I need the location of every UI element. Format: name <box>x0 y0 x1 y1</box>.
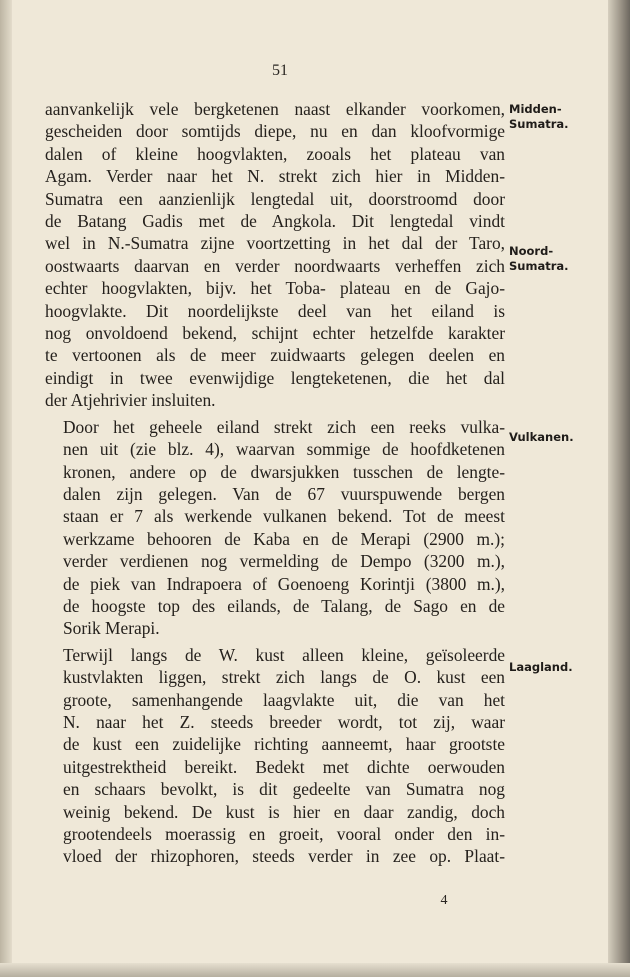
text-line: uitgestrektheid bereikt. Bedekt met dichte oerwouden <box>63 756 505 777</box>
paragraph-3 <box>45 644 505 868</box>
paragraph-1 <box>45 98 505 412</box>
text-line: te vertoonen als de meer zuidwaarts gelegen deelen en <box>45 345 505 366</box>
text-line: de piek van Indrapoera of Goenoeng Korintji (3800 m.), <box>63 573 505 594</box>
margin-note-line: Midden- <box>509 102 562 116</box>
margin-note-line: Vulkanen. <box>509 430 574 444</box>
text-line: echter hoogvlakten, bijv. het Toba- plateau en de Gajo- <box>45 278 505 299</box>
page-right-edge <box>608 0 630 977</box>
text-line: Terwijl langs de W. kust alleen kleine, geïsoleerde <box>63 644 505 665</box>
text-line: nog onvoldoend bekend, schijnt echter hetzelfde karakter <box>45 323 505 344</box>
text-line: grootendeels moerassig en groeit, vooral onder den in- <box>63 824 505 844</box>
margin-note-line: Noord- <box>509 244 554 258</box>
text-line: eindigt in twee evenwijdige lengteketenen, die het dal <box>45 367 505 388</box>
text-line: weinig bekend. De kust is hier en daar zandig, doch <box>63 801 505 822</box>
text-line: hoogvlakte. Dit noordelijkste deel van het eiland is <box>45 300 505 321</box>
margin-note-line: Laagland. <box>509 660 573 674</box>
page-number: 51 <box>272 62 288 79</box>
text-line: dalen of kleine hoogvlakten, zooals het plateau van <box>45 143 505 164</box>
text-line: vloed der rhizophoren, steeds verder in zee op. Plaat- <box>63 846 505 867</box>
margin-note-noord-sumatra <box>509 244 579 274</box>
margin-note-line: Sumatra. <box>509 117 569 131</box>
text-line: Door het geheele eiland strekt zich een reeks vulka- <box>63 416 505 437</box>
text-line: dalen zijn gelegen. Van de 67 vuurspuwende bergen <box>63 483 505 504</box>
text-line: Agam. Verder naar het N. strekt zich hier in Midden- <box>45 166 505 187</box>
page-bottom-edge <box>0 963 630 977</box>
body-text <box>45 98 505 868</box>
margin-note-midden-sumatra <box>509 102 579 132</box>
text-line: de Batang Gadis met de Angkola. Dit lengtedal vindt <box>45 211 505 232</box>
signature-mark: 4 <box>440 893 448 908</box>
text-line: kronen, andere op de dwarsjukken tusschen de lengte- <box>63 461 505 482</box>
text-line: wel in N.-Sumatra zijne voortzetting in het dal der Taro, <box>45 233 505 254</box>
text-line: Sorik Merapi. <box>63 618 160 639</box>
text-line: werkzame behooren de Kaba en de Merapi (2900 m.); <box>63 528 505 549</box>
margin-note-vulkanen <box>509 430 579 445</box>
text-line: groote, samenhangende laagvlakte uit, die van het <box>63 689 505 710</box>
text-line: gescheiden door somtijds diepe, nu en dan kloofvormige <box>45 121 505 142</box>
text-line: Sumatra een aanzienlijk lengtedal uit, doorstroomd door <box>45 188 505 209</box>
text-line: N. naar het Z. steeds breeder wordt, tot zij, waar <box>63 711 505 732</box>
text-line: der Atjehrivier insluiten. <box>45 390 216 411</box>
text-line: kustvlakten liggen, strekt zich langs de O. kust een <box>63 667 505 688</box>
text-line: nen uit (zie blz. 4), waarvan sommige de hoofdketenen <box>63 439 505 460</box>
text-line: staan er 7 als werkende vulkanen bekend. Tot de meest <box>63 506 505 527</box>
page-binding-shadow <box>0 0 12 977</box>
text-line: en schaars bevolkt, is dit gedeelte van Sumatra nog <box>63 779 505 800</box>
text-line: de hoogste top des eilands, de Talang, de Sago en de <box>63 595 505 616</box>
margin-note-line: Sumatra. <box>509 259 569 273</box>
margin-note-laagland <box>509 660 579 675</box>
text-line: de kust een zuidelijke richting aanneemt, haar grootste <box>63 734 505 755</box>
text-line: aanvankelijk vele bergketenen naast elkander voorkomen, <box>45 99 505 119</box>
paragraph-2 <box>45 416 505 640</box>
text-line: verder verdienen nog vermelding de Dempo (3200 m.), <box>63 551 505 572</box>
text-line: oostwaarts daarvan en verder noordwaarts verheffen zich <box>45 255 505 276</box>
